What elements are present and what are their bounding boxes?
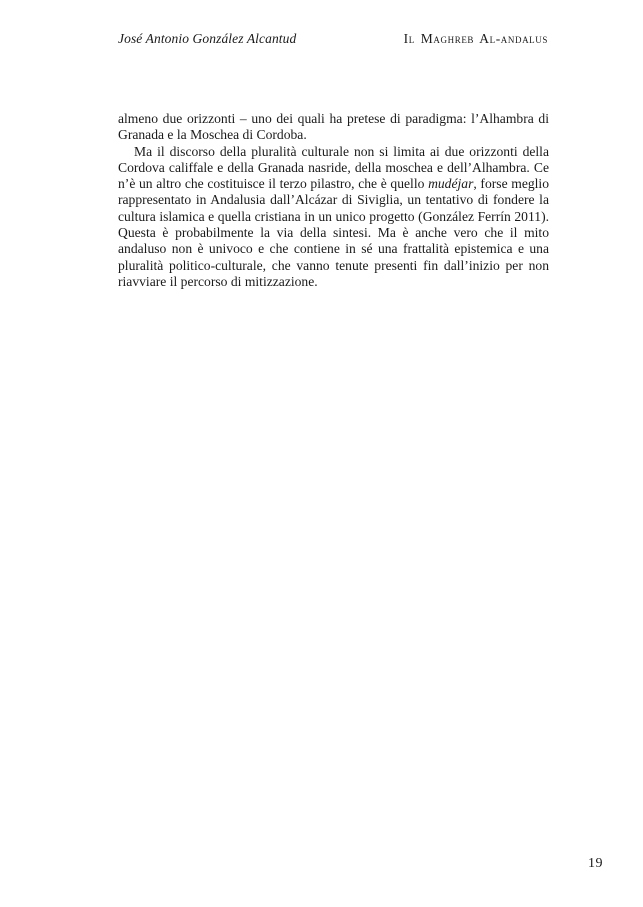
paragraph-1: almeno due orizzonti – uno dei quali ha pretese di paradigma: l’Alhambra di Granada e la Moschea di Cordoba.	[118, 111, 549, 143]
page-number: 19	[588, 856, 603, 871]
paragraph-2-text-start: Ma il discorso della pluralità culturale non si limita ai due orizzonti della Cordova califfale e della Granada nasride, della moschea e dell’Alhambra. Ce n’è un altro che costituisce il terzo pilastro, che è quello	[118, 143, 549, 192]
running-header-section-title: Il Maghreb Al-andalus	[403, 31, 548, 46]
paragraph-2-text-end: , forse meglio rappresentato in Andalusia dall’Alcázar di Siviglia, un tentativo di fondere la cultura islamica e quella cristiana in un unico progetto (González Ferrín 2011). Questa è probabilmente la via della sintesi. Ma è anche vero che il mito andaluso non è univoco e che contiene in sé una frattalità epistemica e una pluralità politico-culturale, che vanno tenute presenti fin dall’inizio per non riavviare il percorso di mitizzazione.	[118, 176, 550, 289]
main-text-block	[118, 111, 549, 290]
paragraph-2	[118, 144, 549, 291]
italic-term-mudejar: mudéjar	[428, 176, 474, 192]
running-header-author: José Antonio González Alcantud	[118, 31, 297, 46]
